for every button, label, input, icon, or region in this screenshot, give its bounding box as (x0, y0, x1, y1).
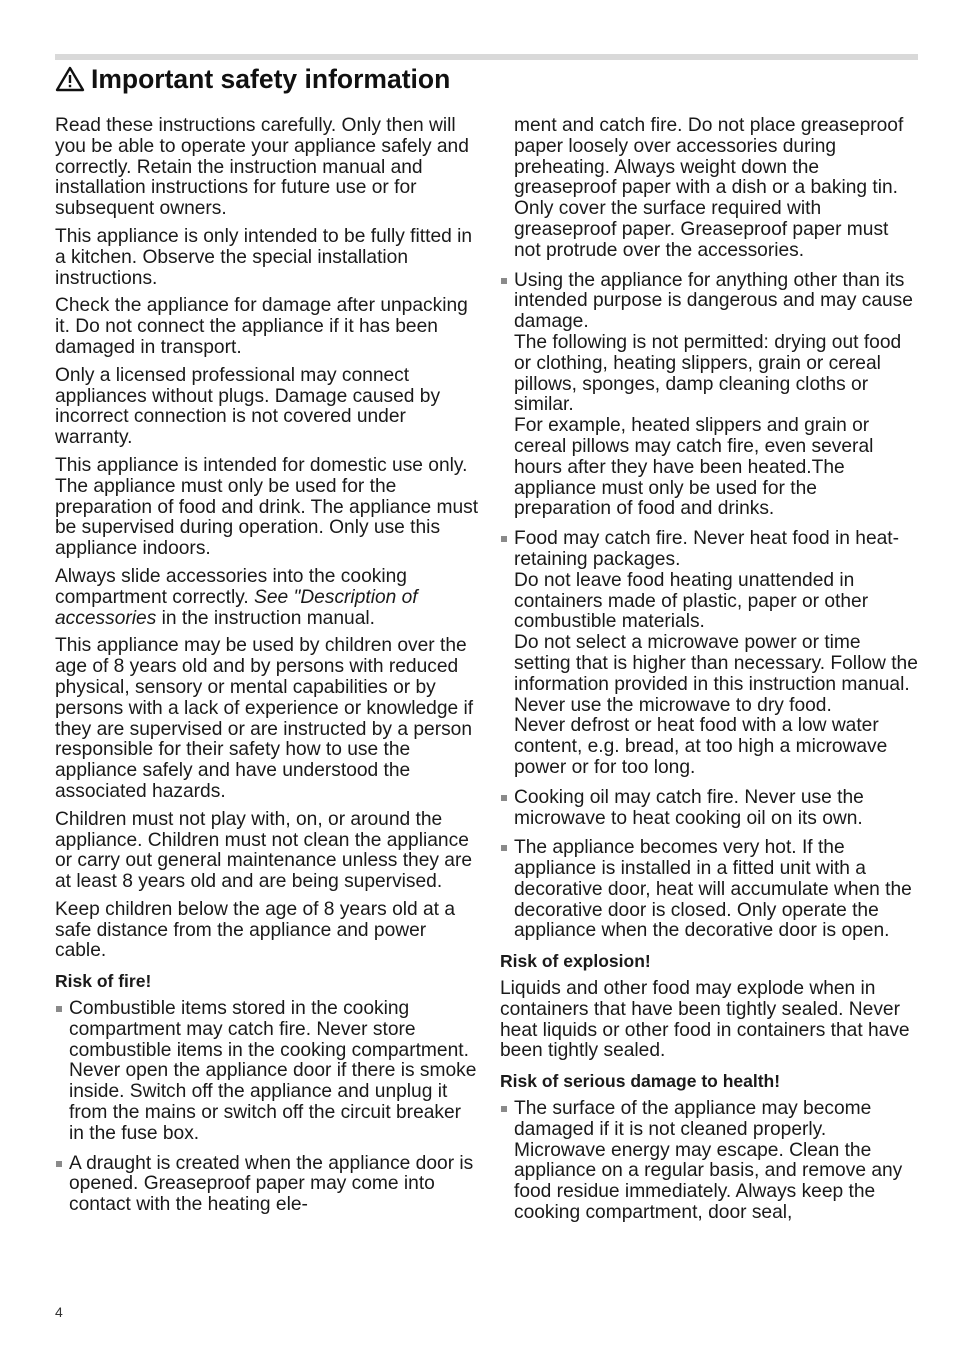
page-title-text: Important safety information (91, 64, 451, 94)
paragraph: This appliance is intended for domestic use only. The appliance must only be used for the preparation of food and drink. The appliance must be supervised during operation. Only use this appliance indoors. (55, 454, 479, 560)
list-item-continuation: ment and catch fire. Do not place greaseproof paper loosely over accessories during preheating. Always weight down the greaseproof paper with a dish or a baking tin. Only cover the surface required with greaseproof paper. Greaseproof paper must not protrude over the accessories. (514, 115, 904, 261)
cross-reference: See "Description of accessories (55, 586, 418, 629)
page-number: 4 (55, 1304, 63, 1320)
section-heading: Risk of serious damage to health! (500, 1071, 781, 1092)
list-item (500, 529, 918, 779)
section-heading: Risk of fire! (55, 971, 152, 992)
bullet-square-icon (501, 845, 507, 851)
list-item (500, 271, 918, 521)
list-item-text: The surface of the appliance may become damaged if it is not cleaned properly. Microwave energy may escape. Clean the appliance on a regular basis, and remove any food residue immediately. Always keep the cooking compartment, door seal, (514, 1098, 903, 1224)
bullet-square-icon (56, 1161, 62, 1167)
list-item-text: Cooking oil may catch fire. Never use the microwave to heat cooking oil on its own. (514, 786, 864, 829)
list-item-text: The following is not permitted: drying out food or clothing, heating slippers, grain or cereal pillows, sponges, damp cleaning cloths or similar. (514, 331, 902, 416)
bullet-square-icon (501, 536, 507, 542)
left-column (55, 116, 480, 1225)
paragraph (55, 567, 480, 629)
right-column (500, 116, 918, 1233)
paragraph: Children must not play with, on, or around the appliance. Children must not clean the appliance or carry out general maintenance unless they are at least 8 years old and are being supervised. (55, 808, 473, 893)
list-item (55, 999, 480, 1145)
paragraph: Liquids and other food may explode when in containers that have been tightly sealed. Never heat liquids or other food in containers that have been tightly sealed. (500, 978, 910, 1062)
text-run: Always slide accessories into the cooking compartment correctly. (55, 565, 407, 608)
list-item-text: Do not leave food heating unattended in containers made of plastic, paper or other combustible materials. (514, 569, 869, 633)
list-item-text: For example, heated slippers and grain or cereal pillows may catch fire, even several hours after they have been heated.The appliance must only be used for the preparation of food and drinks. (514, 415, 874, 520)
list-item-text: Food may catch fire. Never heat food in heat-retaining packages. (514, 528, 900, 570)
paragraph: Read these instructions carefully. Only then will you be able to operate your appliance safely and correctly. Retain the instruction manual and installation instructions for future use or for subsequent owners. (55, 115, 469, 220)
list-item-text: Never use the microwave to dry food. (514, 694, 832, 716)
list-item (500, 788, 918, 830)
bullet-square-icon (501, 1106, 507, 1112)
list-item-text: Combustible items stored in the cooking compartment may catch fire. Never store combustible items in the cooking compartment. Never open the appliance door if there is smoke inside. Switch off the appliance and unplug it from the mains or switch off the circuit breaker in the fuse box. (69, 998, 477, 1144)
paragraph: This appliance may be used by children over the age of 8 years old and by persons with reduced physical, sensory or mental capabilities or by persons with a lack of experience or knowledge if they are supervised or are instructed by a person responsible for their safety how to use the appliance safely and have understood the associated hazards. (55, 635, 474, 802)
list-item (500, 1099, 918, 1224)
page-title (55, 62, 450, 96)
paragraph: Check the appliance for damage after unpacking it. Do not connect the appliance if it has been damaged in transport. (55, 295, 468, 358)
list-item-text: Using the appliance for anything other than its intended purpose is dangerous and may cause damage. (514, 269, 913, 333)
paragraph: This appliance is only intended to be fully fitted in a kitchen. Observe the special installation instructions. (55, 225, 473, 289)
list-item (55, 1154, 480, 1216)
list-item-text: Never defrost or heat food with a low water content, e.g. bread, at too high a microwave power or for too long. (514, 715, 888, 778)
list-item-text: A draught is created when the appliance door is opened. Greaseproof paper may come into contact with the heating ele- (69, 1152, 474, 1216)
bullet-square-icon (501, 278, 507, 284)
paragraph: Keep children below the age of 8 years old at a safe distance from the appliance and power cable. (55, 898, 456, 962)
warning-triangle-icon (55, 65, 85, 93)
list-item (500, 838, 918, 942)
list-item-text: The appliance becomes very hot. If the appliance is installed in a fitted unit with a decorative door, heat will accumulate when the decorative door is closed. Only operate the appliance when the decorative door is open. (514, 837, 912, 942)
header-rule (55, 54, 918, 60)
bullet-square-icon (56, 1006, 62, 1012)
paragraph: Only a licensed professional may connect appliances without plugs. Damage caused by incorrect connection is not covered under warranty. (55, 364, 441, 449)
bullet-square-icon (501, 795, 507, 801)
list-item-text: Do not select a microwave power or time setting that is higher than necessary. Follow the information provided in this instruction manual. (514, 632, 918, 695)
text-run: in the instruction manual. (156, 607, 375, 629)
section-heading: Risk of explosion! (500, 951, 651, 972)
